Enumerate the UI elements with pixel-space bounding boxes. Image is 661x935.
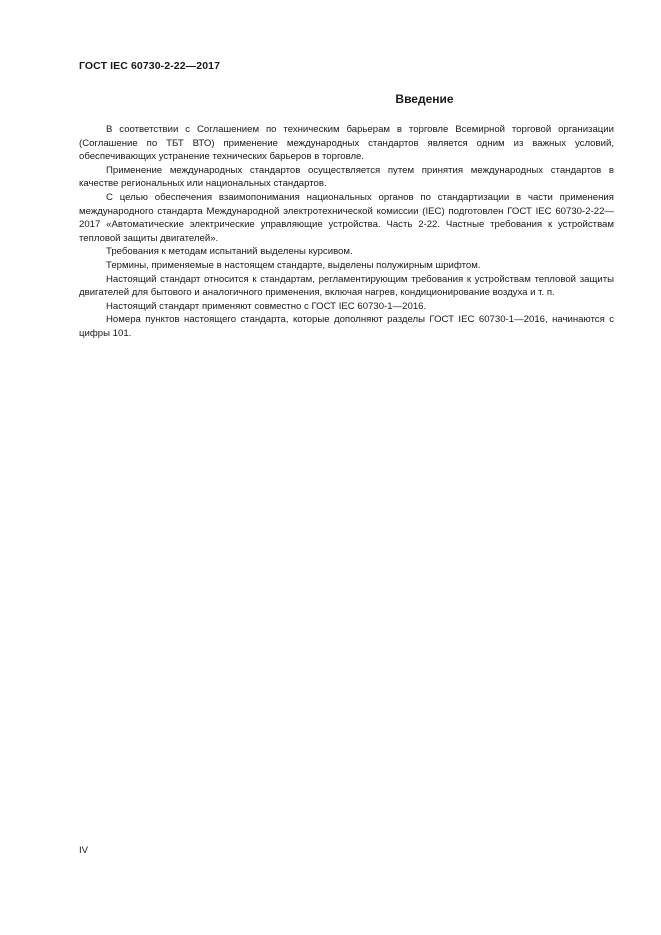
document-header: ГОСТ IEC 60730-2-22—2017 <box>79 60 221 72</box>
paragraph-4: Требования к методам испытаний выделены курсивом. <box>106 246 353 258</box>
paragraph-6: Настоящий стандарт относится к стандартам, регламентирующим требования к устройствам тепловой защиты двигателей для бытового и аналогичного применения, включая нагрев, кондиционирование воздуха и т. п. <box>79 273 614 299</box>
paragraph-2: Применение международных стандартов осуществляется путем принятия международных стандартов в качестве региональных или национальных стандартов. <box>79 164 614 190</box>
paragraph-1: В соответствии с Соглашением по техническим барьерам в торговле Всемирной торговой организации (Соглашение по ТБТ ВТО) применение международных стандартов является одним из важных условий, обеспечивающих устранение технических барьеров в торговле. <box>79 124 614 163</box>
paragraph-3: С целью обеспечения взаимопонимания национальных органов по стандартизации в части применения международного стандарта Международной электротехнической комиссии (IEC) подготовлен ГОСТ IEC 60730-2-22—2017 «Автоматические электрические управляющие устройства. Часть 2-22. Частные требования к устройствам тепловой защиты двигателей». <box>79 191 614 244</box>
paragraph-8: Номера пунктов настоящего стандарта, которые дополняют разделы ГОСТ IEC 60730-1—2016, начинаются с цифры 101. <box>79 314 614 339</box>
paragraph-5: Термины, применяемые в настоящем стандарте, выделены полужирным шрифтом. <box>106 259 481 271</box>
section-title <box>79 92 614 106</box>
section-title-text: Введение <box>395 92 454 106</box>
body-text <box>79 123 614 341</box>
page-number: IV <box>79 845 89 856</box>
paragraph-7: Настоящий стандарт применяют совместно с ГОСТ IEC 60730-1—2016. <box>106 300 427 312</box>
